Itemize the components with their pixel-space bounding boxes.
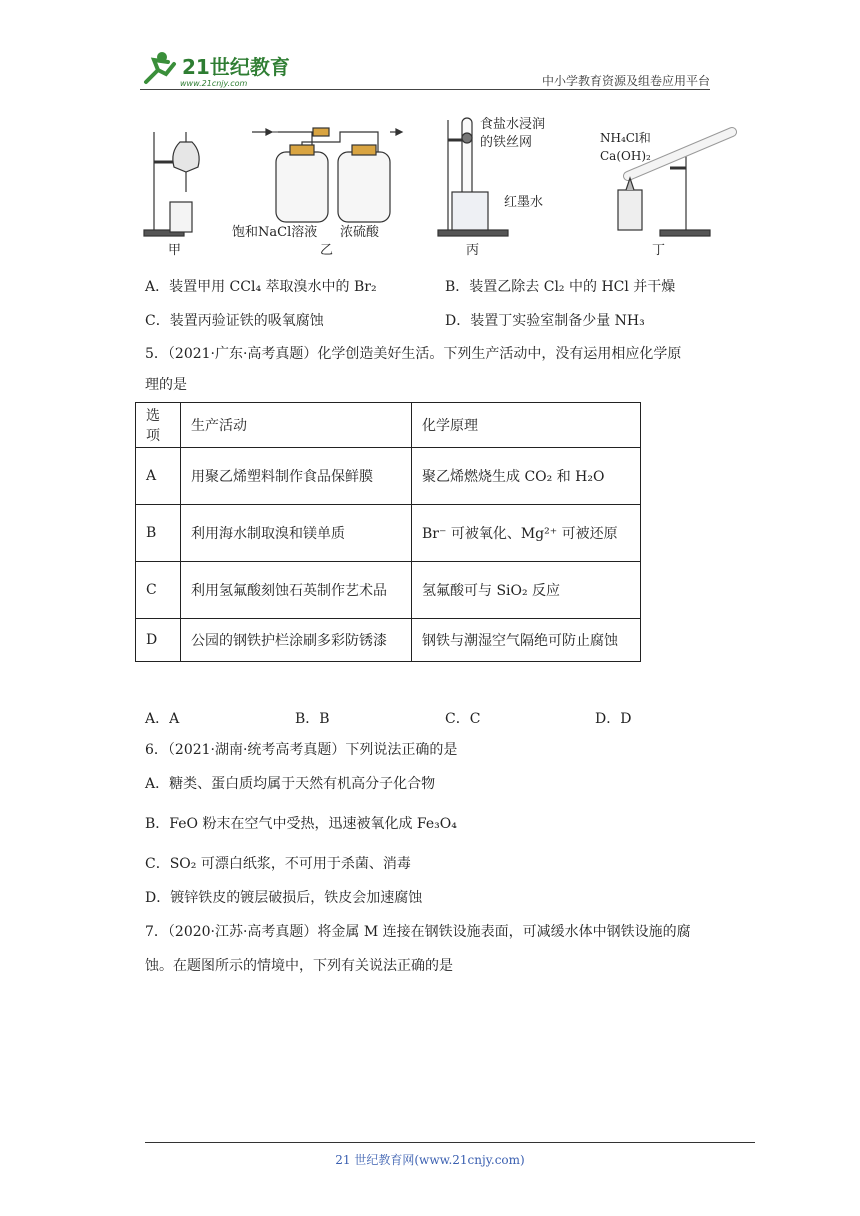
q6-option-c: C．SO₂ 可漂白纸浆，不可用于杀菌、消毒 — [145, 856, 411, 872]
q6-option-b: B．FeO 粉末在空气中受热，迅速被氧化成 Fe₃O₄ — [145, 816, 457, 832]
table-cell: C — [136, 562, 181, 619]
q4-option-d: D．装置丁实验室制备少量 NH₃ — [445, 313, 645, 329]
label-ding-2: Ca(OH)₂ — [600, 149, 651, 163]
table-cell: 利用海水制取溴和镁单质 — [181, 505, 412, 562]
runner-icon — [146, 52, 174, 82]
q5-option-b: B．B — [295, 711, 330, 727]
table-cell: D — [136, 619, 181, 662]
apparatus-figure — [140, 112, 740, 262]
header-platform-text: 中小学教育资源及组卷应用平台 — [541, 74, 710, 88]
table-row — [136, 448, 641, 505]
apparatus-bing — [438, 116, 545, 258]
table-row — [136, 562, 641, 619]
table-cell: A — [136, 448, 181, 505]
label-bing: 丙 — [466, 243, 480, 258]
table-cell: 利用氢氟酸刻蚀石英制作艺术品 — [181, 562, 412, 619]
table-row — [136, 619, 641, 662]
label-bing-1: 食盐水浸润 — [480, 117, 546, 132]
q5-option-c: C．C — [445, 711, 481, 727]
footer-divider — [145, 1142, 755, 1143]
label-bing-2: 的铁丝网 — [480, 135, 533, 150]
table-cell: 聚乙烯燃烧生成 CO₂ 和 H₂O — [412, 448, 641, 505]
logo-text: 21世纪教育 — [182, 55, 290, 79]
q4-option-c: C．装置丙验证铁的吸氧腐蚀 — [145, 313, 324, 329]
q6-stem: 6．（2021·湖南·统考高考真题）下列说法正确的是 — [145, 742, 458, 758]
q6-option-a: A．糖类、蛋白质均属于天然有机高分子化合物 — [145, 776, 436, 792]
apparatus-jia — [144, 132, 199, 258]
q5-option-a: A．A — [145, 711, 180, 727]
table-cell: 公园的钢铁护栏涂刷多彩防锈漆 — [181, 619, 412, 662]
header-divider — [140, 89, 710, 90]
table-cell: 钢铁与潮湿空气隔绝可防止腐蚀 — [412, 619, 641, 662]
label-jia: 甲 — [168, 243, 182, 258]
label-ding-1: NH₄Cl和 — [600, 131, 651, 145]
q5-table — [135, 402, 641, 662]
footer-link[interactable]: 21 世纪教育网(www.21cnjy.com) — [335, 1153, 525, 1167]
table-cell: 氢氟酸可与 SiO₂ 反应 — [412, 562, 641, 619]
q7-stem-line1: 7．（2020·江苏·高考真题）将金属 M 连接在钢铁设施表面，可减缓水体中钢铁设施的腐 — [145, 924, 691, 940]
q7-stem-line2: 蚀。在题图所示的情境中，下列有关说法正确的是 — [145, 958, 453, 974]
q6-option-d: D．镀锌铁皮的镀层破损后，铁皮会加速腐蚀 — [145, 890, 423, 906]
q5-option-d: D．D — [595, 711, 632, 727]
table-header-row — [136, 403, 641, 448]
table-cell: B — [136, 505, 181, 562]
label-bing-3: 红墨水 — [504, 195, 544, 210]
table-cell: 用聚乙烯塑料制作食品保鲜膜 — [181, 448, 412, 505]
apparatus-yi — [232, 128, 402, 258]
table-header-cell: 生产活动 — [181, 403, 412, 448]
q4-option-a: A．装置甲用 CCl₄ 萃取溴水中的 Br₂ — [145, 279, 377, 295]
label-yi-nacl: 饱和NaCl溶液 — [232, 225, 318, 240]
q5-stem-line2: 理的是 — [145, 377, 187, 393]
label-yi-h2so4: 浓硫酸 — [340, 225, 380, 240]
table-row — [136, 505, 641, 562]
table-cell: Br⁻ 可被氧化、Mg²⁺ 可被还原 — [412, 505, 641, 562]
q4-option-b: B．装置乙除去 Cl₂ 中的 HCl 并干燥 — [445, 279, 676, 295]
table-header-cell: 选项 — [136, 403, 181, 448]
label-yi: 乙 — [320, 243, 334, 258]
apparatus-ding — [600, 131, 732, 258]
table-header-cell: 化学原理 — [412, 403, 641, 448]
logo-url: www.21cnjy.com — [180, 79, 248, 88]
site-logo — [140, 48, 310, 90]
q5-stem-line1: 5．（2021·广东·高考真题）化学创造美好生活。下列生产活动中，没有运用相应化学原 — [145, 346, 682, 362]
label-ding: 丁 — [652, 243, 666, 258]
